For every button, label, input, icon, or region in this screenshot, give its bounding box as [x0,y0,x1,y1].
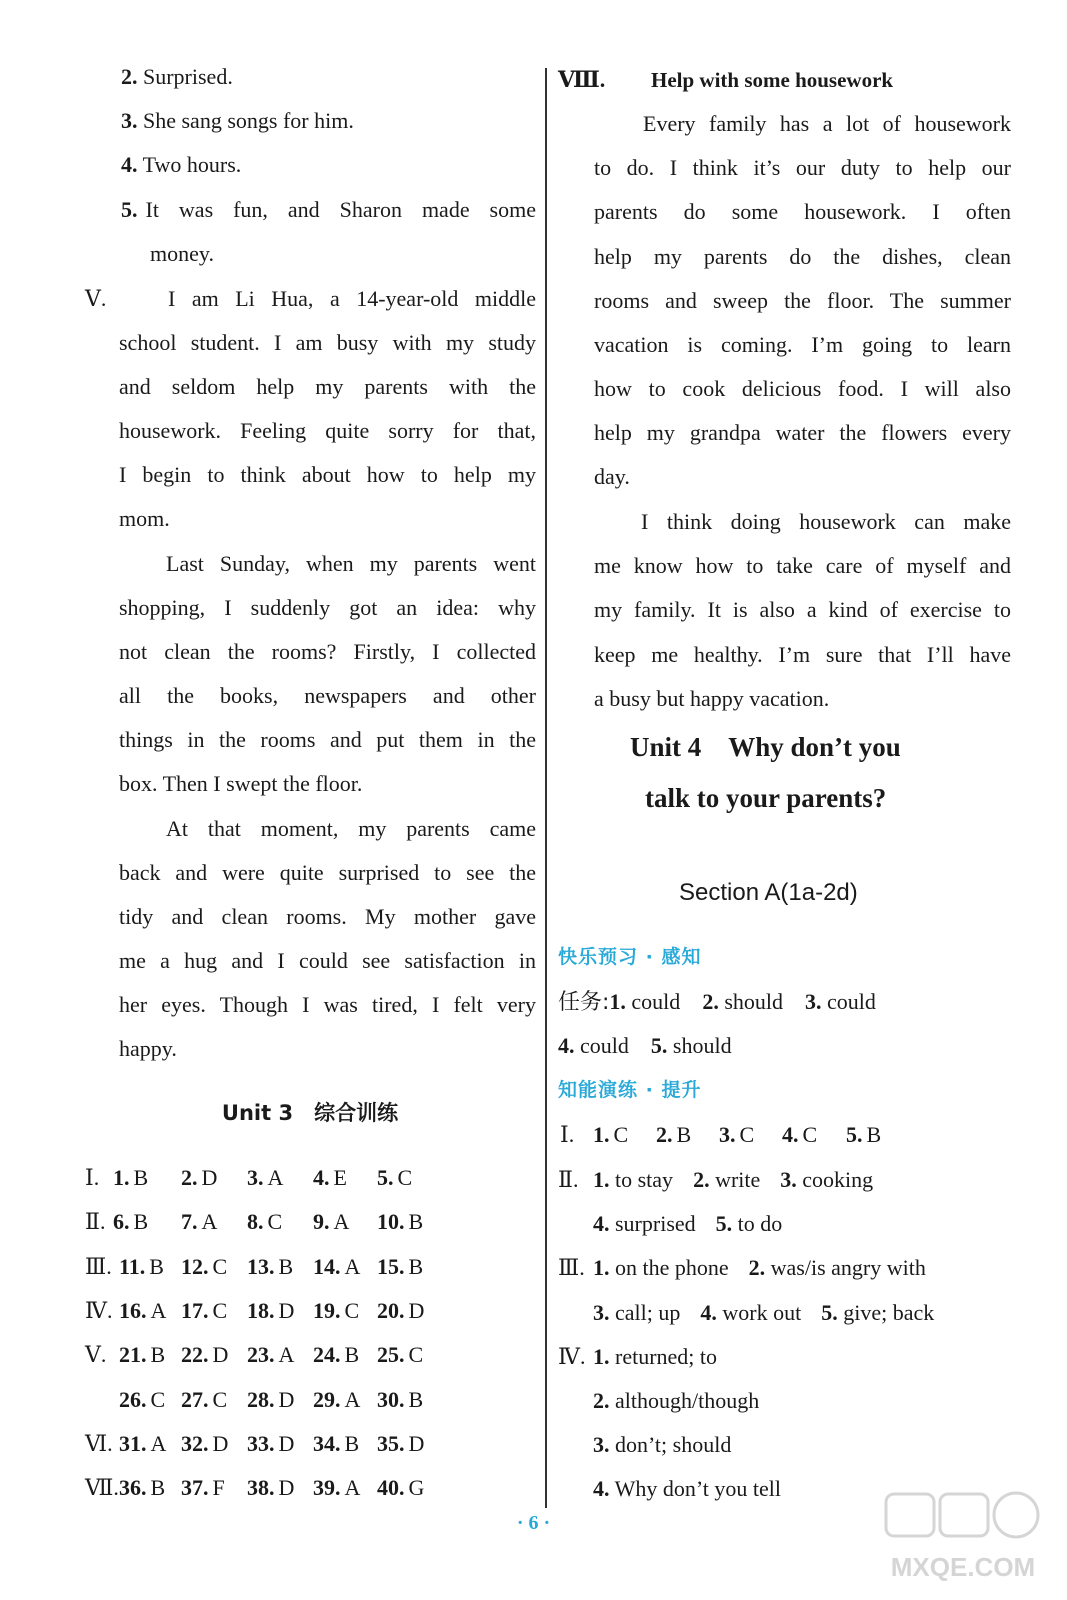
answer-choice: B [408,1386,424,1412]
answer-choice: D [201,1165,218,1190]
answer-item [247,1208,282,1236]
answer-choice: D [212,1430,229,1456]
answer-item [181,1253,227,1281]
answer-number: 4. [313,1165,330,1190]
answer-item [313,1164,347,1192]
answer-item [782,1121,817,1149]
answer-number: 9. [313,1209,330,1235]
essay-line: all the books, newspapers and other [119,683,536,708]
answer-choice: D [212,1342,229,1368]
answer-item [181,1474,225,1502]
answer-number: 22. [181,1342,209,1368]
answer-number: 30. [377,1386,405,1412]
answer-choice: E [333,1165,347,1190]
answer-item [247,1341,294,1369]
answer-choice: C [613,1122,629,1147]
answer-number: 24. [313,1342,341,1368]
answer-row: Ⅲ. [558,1255,585,1280]
answer-choice: A [333,1209,350,1235]
answer-iv-2: 2. Surprised. [121,64,233,89]
page-number: · 6 · [516,1512,551,1534]
answer-choice: B [150,1475,166,1501]
answer-item [181,1297,227,1325]
answer-choice: B [408,1209,424,1235]
essay-line: At that moment, my parents came [166,816,536,841]
answer-item [377,1208,423,1236]
answer-choice: C [397,1165,413,1190]
answer-choice: B [866,1122,882,1147]
answer-item [719,1121,754,1149]
section-tag-preview: 快乐预习 · 感知 [558,946,702,968]
answer-number: 25. [377,1342,405,1368]
answer-item [119,1253,164,1281]
answer-number: 7. [181,1209,198,1235]
answer-number: 8. [247,1209,264,1235]
essay-line: me know how to take care of myself and [594,553,1011,578]
answer-choice: C [739,1122,755,1147]
answer-choice: D [278,1297,295,1323]
answer-item [377,1430,424,1458]
answer-choice: B [408,1253,424,1279]
answer-item [656,1121,691,1149]
answer-number: 6. [113,1209,130,1235]
unit3-title: Unit 3 综合训练 [221,1101,399,1125]
answer-choice: C [212,1297,228,1323]
answer-item [313,1474,360,1502]
unit4-title-cont: talk to your parents? [645,783,887,813]
answer-choice: B [133,1209,149,1235]
essay-line: I think doing housework can make [641,509,1011,534]
answer-choice: D [278,1386,295,1412]
answer-item [313,1341,359,1369]
essay-line: box. Then I swept the floor. [119,771,363,796]
answer-choice: C [344,1297,360,1323]
answer-iv-4: 4. Two hours. [121,152,242,177]
answer-choice: B [150,1342,166,1368]
answer-choice: B [133,1165,149,1190]
essay-line: me a hug and I could see satisfaction in [119,948,536,973]
answer-number: 29. [313,1386,341,1412]
answer-row-label: Ⅲ. [85,1253,112,1279]
essay-line: happy. [119,1036,177,1061]
essay-line: to do. I think it’s our duty to help our [594,155,1011,180]
answer-item [119,1474,165,1502]
answer-item [181,1164,217,1192]
task-answers-row2: 4. could 5. should [558,1033,732,1058]
section-v-label: Ⅴ. [85,286,107,311]
answer-item [377,1253,423,1281]
answer-item [377,1341,423,1369]
essay-line: parents do some housework. I often [594,199,1011,224]
answer-choice: C [150,1386,166,1412]
answer-number: 26. [119,1386,147,1412]
answer-number: 2. [181,1165,198,1190]
answer-number: 32. [181,1430,209,1456]
essay-line: vacation is coming. I’m going to learn [594,332,1011,357]
answer-number: 36. [119,1475,147,1501]
answer-number: 39. [313,1475,341,1501]
answer-item [377,1297,424,1325]
answer-choice: G [408,1475,425,1501]
answer-choice: A [201,1209,218,1235]
essay-line: help my parents do the dishes, clean [594,244,1011,269]
answer-number: 1. [593,1122,610,1147]
answer-row-label: Ⅴ. [85,1342,107,1368]
essay-line: and seldom help my parents with the [119,374,536,399]
answer-number: 13. [247,1253,275,1279]
section-viii-label: Ⅷ. [558,67,606,92]
answer-number: 3. [247,1165,264,1190]
answer-item [377,1474,424,1502]
answer-choice: A [344,1386,361,1412]
answer-item [119,1430,166,1458]
answer-item [113,1208,148,1236]
essay-line: day. [594,464,630,489]
answer-item [593,1121,628,1149]
essay-line: tidy and clean rooms. My mother gave [119,904,536,929]
answer-row-text: 1. on the phone 2. was/is angry with [593,1255,926,1280]
answer-choice: C [212,1386,228,1412]
answer-number: 16. [119,1297,147,1323]
answer-choice: B [278,1253,294,1279]
answer-choice: B [149,1253,164,1279]
answer-row-label: Ⅱ. [85,1209,106,1235]
answer-item [313,1386,360,1414]
answer-number: 40. [377,1475,405,1501]
essay-line: shopping, I suddenly got an idea: why [119,595,536,620]
answer-row-label: Ⅰ. [85,1165,100,1190]
essay-line: my family. It is also a kind of exercise to [594,597,1011,622]
answer-item [247,1253,293,1281]
answer-number: 27. [181,1386,209,1412]
essay-line: I begin to think about how to help my [119,462,536,487]
answer-row-text: 3. call; up 4. work out 5. give; back [593,1300,935,1325]
column-divider [545,68,547,1508]
answer-item [377,1386,423,1414]
answer-number: 1. [113,1165,130,1190]
answer-item [313,1430,359,1458]
section-tag-practice: 知能演练 · 提升 [558,1079,702,1101]
answer-number: 12. [181,1253,209,1279]
answer-number: 21. [119,1342,147,1368]
essay-line: a busy but happy vacation. [594,686,830,711]
answer-choice: D [408,1430,425,1456]
answer-item [313,1297,359,1325]
task-answers-row1: 任务:1. could 2. should 3. could [558,989,876,1015]
answer-item [181,1386,227,1414]
answer-choice: F [212,1475,225,1501]
answer-row-text: 4. Why don’t you tell [593,1476,782,1501]
essay-line: things in the rooms and put them in the [119,727,536,752]
watermark-text: MXQE.COM [890,1552,1036,1582]
watermark-logo [878,1488,1048,1588]
answer-item [247,1386,294,1414]
essay-line: housework. Feeling quite sorry for that, [119,418,536,443]
answer-choice: A [278,1342,295,1368]
essay-line: help my grandpa water the flowers every [594,420,1011,445]
essay-line: her eyes. Though I was tired, I felt very [119,992,536,1017]
essay-line: mom. [119,506,170,531]
answer-number: 28. [247,1386,275,1412]
answer-row-text: 1. returned; to [593,1344,718,1369]
essay-line: I am Li Hua, a 14-year-old middle [168,286,536,311]
essay-line: back and were quite surprised to see the [119,860,536,885]
essay-line: not clean the rooms? Firstly, I collected [119,639,536,664]
answer-choice: A [150,1297,167,1323]
essay-line: keep me healthy. I’m sure that I’ll have [594,642,1011,667]
answer-item [247,1430,294,1458]
answer-item [181,1341,228,1369]
essay-line: rooms and sweep the floor. The summer [594,288,1011,313]
answer-number: 5. [846,1122,863,1147]
answer-choice: A [344,1253,361,1279]
answer-choice: B [344,1342,360,1368]
answer-choice: C [267,1209,283,1235]
answer-row-text: 3. don’t; should [593,1432,732,1457]
answer-item [313,1253,360,1281]
answer-choice: A [267,1165,284,1190]
answer-row-label: Ⅵ. [85,1430,113,1456]
answer-choice: C [408,1342,424,1368]
answer-row-text: 2. although/though [593,1388,760,1413]
answer-row-label: Ⅰ. [560,1122,575,1147]
answer-item [119,1386,165,1414]
answer-row-label: Ⅳ. [85,1297,113,1323]
answer-row: Ⅱ. [558,1167,579,1192]
answer-item [181,1430,228,1458]
answer-choice: D [278,1475,295,1501]
answer-number: 3. [719,1122,736,1147]
answer-choice: D [408,1297,425,1323]
answer-item [846,1121,881,1149]
answer-number: 33. [247,1430,275,1456]
answer-choice: C [212,1253,228,1279]
answer-item [247,1297,294,1325]
essay-line: Last Sunday, when my parents went [166,551,536,576]
answer-row-text: 4. surprised 5. to do [593,1211,783,1236]
answer-iv-3: 3. She sang songs for him. [121,108,354,133]
answer-row-label: Ⅶ. [85,1475,119,1501]
answer-number: 17. [181,1297,209,1323]
answer-number: 11. [119,1253,146,1279]
answer-row-text: 1. to stay 2. write 3. cooking [593,1167,874,1192]
answer-number: 35. [377,1430,405,1456]
answer-number: 38. [247,1475,275,1501]
answer-number: 15. [377,1253,405,1279]
answer-number: 14. [313,1253,341,1279]
answer-number: 34. [313,1430,341,1456]
answer-choice: C [802,1122,818,1147]
answer-item [181,1208,217,1236]
answer-item [313,1208,349,1236]
answer-number: 19. [313,1297,341,1323]
answer-item [377,1164,412,1192]
answer-item [247,1164,283,1192]
answer-item [247,1474,294,1502]
essay-line: Every family has a lot of housework [643,111,1011,136]
answer-iv-5-cont: money. [150,241,214,266]
answer-item [113,1164,148,1192]
answer-item [119,1341,165,1369]
answer-number: 23. [247,1342,275,1368]
section-heading: Section A(1a-2d) [679,879,858,906]
answer-choice: A [150,1430,167,1456]
answer-number: 2. [656,1122,673,1147]
answer-number: 10. [377,1209,405,1235]
answer-iv-5: 5. It was fun, and Sharon made some [121,197,536,222]
answer-number: 37. [181,1475,209,1501]
answer-number: 4. [782,1122,799,1147]
essay-line: school student. I am busy with my study [119,330,536,355]
answer-choice: B [344,1430,360,1456]
answer-number: 18. [247,1297,275,1323]
answer-choice: B [676,1122,692,1147]
essay-line: how to cook delicious food. I will also [594,376,1011,401]
answer-number: 5. [377,1165,394,1190]
answer-choice: A [344,1475,361,1501]
answer-number: 31. [119,1430,147,1456]
essay-title: Help with some housework [651,68,894,92]
answer-row: Ⅳ. [558,1344,586,1369]
unit4-title: Unit 4 Why don’t you [630,732,901,762]
answer-number: 20. [377,1297,405,1323]
answer-item [119,1297,166,1325]
answer-choice: D [278,1430,295,1456]
